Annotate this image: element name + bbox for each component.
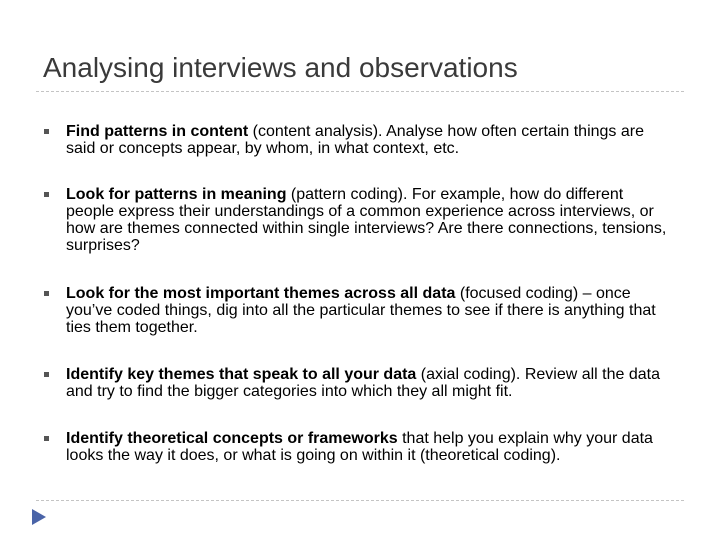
bullet-item-focused-coding [44, 285, 672, 336]
bullet-item-pattern-coding [44, 186, 672, 254]
bullet-marker [44, 291, 49, 296]
bullet-bold-text: Look for the most important themes across all data [66, 285, 456, 302]
slide-title: Analysing interviews and observations [43, 52, 518, 83]
bullet-body-text: (focused coding) – once you’ve coded things, dig into all the particular themes to see if there is anything that ties them together. [66, 285, 656, 336]
bullet-body-text: (axial coding). Review all the data and try to find the bigger categories into which they all might fit. [66, 366, 661, 400]
title-divider [36, 91, 684, 92]
bullet-text [66, 186, 672, 254]
bullet-text [66, 285, 672, 336]
bullet-bold-text: Look for patterns in meaning [66, 186, 287, 203]
bullet-item-content-analysis [44, 123, 672, 157]
bullet-marker [44, 129, 49, 134]
play-arrow-icon-shape [32, 509, 46, 525]
bullet-bold-text: Identify theoretical concepts or frameworks [66, 430, 398, 447]
bullet-item-theoretical-coding [44, 430, 672, 464]
bullet-body-text: (pattern coding). For example, how do different people express their understandings of a common experience across interviews, or how are themes connected within single interviews? Are there connections, tensions, surprises? [66, 186, 667, 254]
bullet-text [66, 123, 672, 157]
bullet-text [66, 430, 672, 464]
bullet-item-axial-coding [44, 366, 672, 400]
bullet-bold-text: Identify key themes that speak to all your data [66, 366, 417, 383]
bullet-bold-text: Find patterns in content [66, 123, 249, 140]
bullet-body-text: that help you explain why your data looks the way it does, or what is going on within it (theoretical coding). [66, 430, 653, 464]
bullet-marker [44, 192, 49, 197]
bullet-body-text: (content analysis). Analyse how often certain things are said or concepts appear, by whom, in what context, etc. [66, 123, 644, 157]
bullet-marker [44, 372, 49, 377]
bullet-marker [44, 436, 49, 441]
bullet-text [66, 366, 672, 400]
footer-divider [36, 500, 684, 501]
play-arrow-icon[interactable] [29, 507, 49, 527]
